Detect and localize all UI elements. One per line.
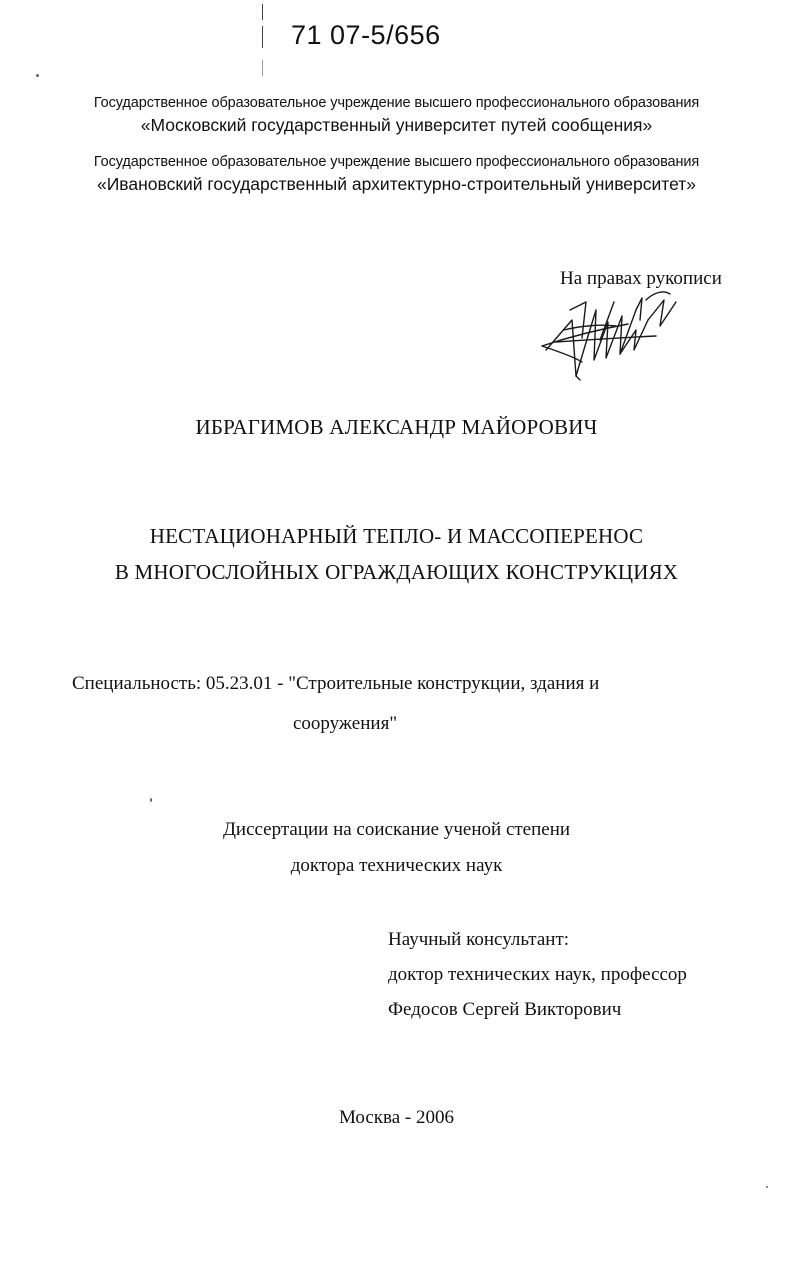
specialty-line: Специальность: 05.23.01 - "Строительные конструкции, здания и [72, 673, 600, 694]
stamp-mark [262, 4, 263, 20]
consultant-degree: доктор технических наук, профессор [388, 964, 687, 985]
institution-header: Государственное образовательное учреждение высшего профессионального образования [93, 95, 700, 111]
institution-name: «Московский государственный университет путей сообщения» [140, 115, 653, 135]
signature [536, 280, 686, 385]
degree-line: Диссертации на соискание ученой степени [222, 819, 571, 840]
scan-speck [150, 798, 152, 802]
consultant-label: Научный консультант: [388, 929, 570, 950]
consultant-name: Федосов Сергей Викторович [388, 999, 622, 1020]
scan-speck [36, 74, 39, 77]
stamp-mark [262, 26, 263, 48]
scan-speck [766, 1186, 768, 1188]
dissertation-title-line: В МНОГОСЛОЙНЫХ ОГРАЖДАЮЩИХ КОНСТРУКЦИЯХ [114, 560, 679, 584]
specialty-line: сооружения" [293, 713, 398, 734]
stamp-number: 71 07-5/656 [291, 20, 441, 50]
manuscript-note: На правах рукописи [560, 268, 722, 289]
city-year: Москва - 2006 [338, 1107, 455, 1128]
institution-header: Государственное образовательное учреждение высшего профессионального образования [93, 154, 700, 170]
institution-name: «Ивановский государственный архитектурно-строительный университет» [96, 174, 697, 194]
stamp-mark [262, 60, 263, 76]
dissertation-title-line: НЕСТАЦИОНАРНЫЙ ТЕПЛО- И МАССОПЕРЕНОС [149, 524, 644, 548]
author-name: ИБРАГИМОВ АЛЕКСАНДР МАЙОРОВИЧ [195, 415, 598, 439]
degree-line: доктора технических наук [290, 855, 503, 876]
